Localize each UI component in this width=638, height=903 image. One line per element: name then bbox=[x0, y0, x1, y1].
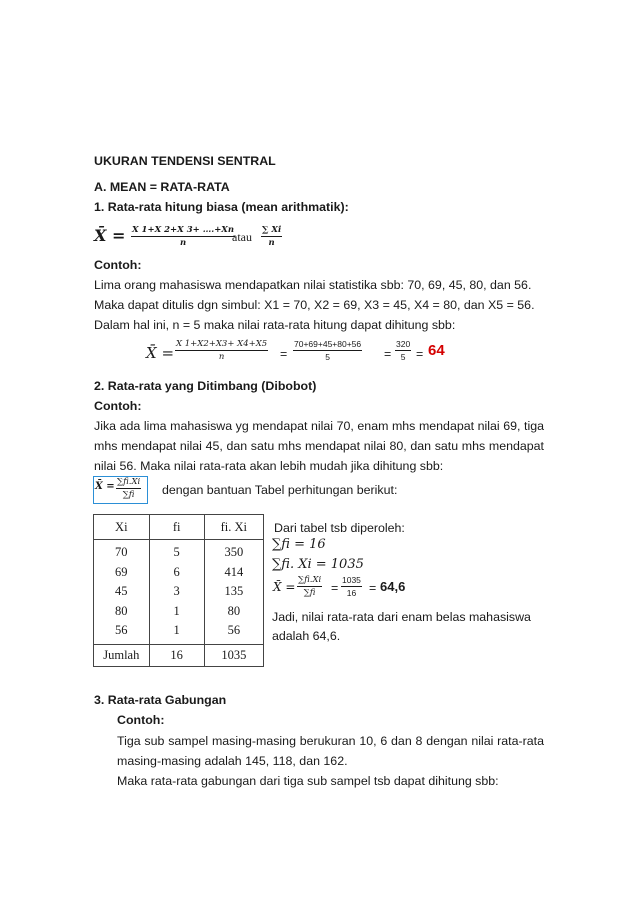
formula3-numerator: ∑fi.Xi bbox=[117, 477, 141, 487]
table-total-row bbox=[94, 644, 264, 666]
table-cell: 70 bbox=[115, 545, 128, 559]
item-1-heading: 1. Rata-rata hitung biasa (mean arithmatik): bbox=[94, 200, 349, 214]
table-cell: 414 bbox=[224, 564, 244, 579]
formula3-caption: dengan bantuan Tabel perhitungan berikut: bbox=[162, 483, 398, 497]
table-cell: 350 bbox=[224, 545, 244, 559]
table-header-xi: Xi bbox=[94, 515, 150, 540]
formula2-denominator2: 5 bbox=[293, 350, 362, 363]
table-col-xi bbox=[94, 540, 150, 645]
item-3-heading: 3. Rata-rata Gabungan bbox=[94, 693, 227, 707]
formula3-lhs: X̄ = bbox=[95, 481, 115, 492]
table-header-fi: fi bbox=[149, 515, 204, 540]
table-cell: 69 bbox=[115, 564, 128, 579]
table-cell: 3 bbox=[173, 584, 180, 598]
table-header-row bbox=[94, 515, 264, 540]
formula2-result: 64 bbox=[428, 342, 445, 359]
formula2-eq1: = bbox=[280, 347, 288, 361]
para3-line1: Tiga sub sampel masing-masing berukuran 10, 6 dan 8 dengan nilai rata-rata bbox=[117, 734, 544, 748]
table-cell: 80 bbox=[115, 603, 128, 618]
table-cell: 6 bbox=[173, 564, 180, 579]
formula1-denominator: n bbox=[131, 236, 235, 249]
table-total-label: Jumlah bbox=[94, 644, 150, 666]
side-fraction bbox=[297, 574, 322, 599]
side-numerator: ∑fi.Xi bbox=[298, 575, 322, 585]
formula2-fraction3 bbox=[395, 338, 411, 363]
table-total-fixi: 1035 bbox=[204, 644, 263, 666]
formula3-fraction bbox=[116, 476, 141, 501]
formula2-numerator2: 70+69+45+80+56 bbox=[294, 339, 362, 349]
table-body-row bbox=[94, 540, 264, 645]
contoh-3-label: Contoh: bbox=[117, 713, 165, 727]
side-lhs: X̄ = bbox=[273, 580, 296, 594]
frequency-table bbox=[93, 514, 264, 667]
formula2-fraction2 bbox=[293, 338, 362, 363]
side-intro: Dari tabel tsb diperoleh: bbox=[274, 521, 405, 535]
table-col-fi bbox=[149, 540, 204, 645]
formula1-alt-denominator: n bbox=[261, 236, 282, 249]
table-cell: 45 bbox=[115, 584, 128, 598]
para1-line1: Lima orang mahasiswa mendapatkan nilai statistika sbb: 70, 69, 45, 80, dan 56. bbox=[94, 278, 532, 292]
contoh-2-label: Contoh: bbox=[94, 399, 142, 413]
formula1-alt-numerator: ∑ Xi bbox=[262, 225, 282, 235]
formula1-atau: atau bbox=[232, 230, 252, 244]
side-numerator2: 1035 bbox=[342, 575, 361, 585]
side-denominator2: 16 bbox=[341, 586, 362, 599]
formula1-lhs: X̄ = bbox=[94, 226, 126, 245]
side-sum-fi: ∑fi = 16 bbox=[272, 537, 326, 552]
table-col-fixi bbox=[204, 540, 263, 645]
para2-line3: nilai 56. Maka nilai rata-rata akan lebih mudah jika dihitung sbb: bbox=[94, 459, 444, 473]
side-fraction2 bbox=[341, 574, 362, 599]
table-cell: 1 bbox=[173, 623, 180, 637]
formula2-fraction bbox=[175, 338, 268, 363]
side-sum-fixi: ∑fi. Xi = 1035 bbox=[272, 557, 364, 572]
formula2-numerator3: 320 bbox=[396, 339, 411, 349]
formula1-fraction bbox=[131, 224, 235, 249]
side-result: 64,6 bbox=[380, 579, 406, 594]
formula2-numerator: X 1+X2+X3+ X4+X5 bbox=[176, 339, 268, 349]
para2-line1: Jika ada lima mahasiswa yg mendapat nilai 70, enam mhs mendapat nilai 69, tiga bbox=[94, 419, 544, 433]
formula2-denominator: n bbox=[175, 350, 268, 363]
formula2-denominator3: 5 bbox=[395, 350, 411, 363]
table-cell: 135 bbox=[224, 584, 244, 598]
side-denominator: ∑fi bbox=[297, 586, 322, 599]
table-cell: 1 bbox=[173, 603, 180, 618]
item-2-heading: 2. Rata-rata yang Ditimbang (Dibobot) bbox=[94, 379, 317, 393]
table-cell: 56 bbox=[115, 623, 128, 637]
side-eq1: = bbox=[331, 581, 339, 595]
para1-line3: Dalam hal ini, n = 5 maka nilai rata-rata hitung dapat dihitung sbb: bbox=[94, 318, 456, 332]
para2-line2: mhs mendapat nilai 45, dan satu mhs mendapat nilai 80, dan satu mhs mendapat bbox=[94, 439, 544, 453]
formula2-lhs: X̄ = bbox=[146, 344, 175, 362]
para3-line3: Maka rata-rata gabungan dari tiga sub sampel tsb dapat dihitung sbb: bbox=[117, 774, 499, 788]
contoh-1-label: Contoh: bbox=[94, 258, 142, 272]
page-title: UKURAN TENDENSI SENTRAL bbox=[94, 154, 276, 168]
formula1-numerator: X 1+X 2+X 3+ ….+Xn bbox=[132, 225, 235, 235]
table-cell: 5 bbox=[173, 545, 180, 559]
side-eq2: = bbox=[369, 581, 377, 595]
table-total-fi: 16 bbox=[149, 644, 204, 666]
table-header-fixi: fi. Xi bbox=[204, 515, 263, 540]
para3-line2: masing-masing adalah 145, 118, dan 162. bbox=[117, 754, 348, 768]
side-conclusion-1: Jadi, nilai rata-rata dari enam belas mahasiswa bbox=[272, 610, 531, 624]
formula3-denominator: ∑fi bbox=[116, 488, 141, 501]
side-conclusion-2: adalah 64,6. bbox=[272, 629, 341, 643]
formula2-eq2: = bbox=[384, 347, 392, 361]
table-cell: 56 bbox=[227, 623, 241, 637]
section-a-heading: A. MEAN = RATA-RATA bbox=[94, 180, 230, 194]
table-cell: 80 bbox=[227, 603, 241, 618]
formula1-alt-fraction bbox=[261, 224, 282, 249]
para1-line2: Maka dapat ditulis dgn simbul: X1 = 70, X2 = 69, X3 = 45, X4 = 80, dan X5 = 56. bbox=[94, 298, 535, 312]
formula2-eq3: = bbox=[416, 347, 424, 361]
